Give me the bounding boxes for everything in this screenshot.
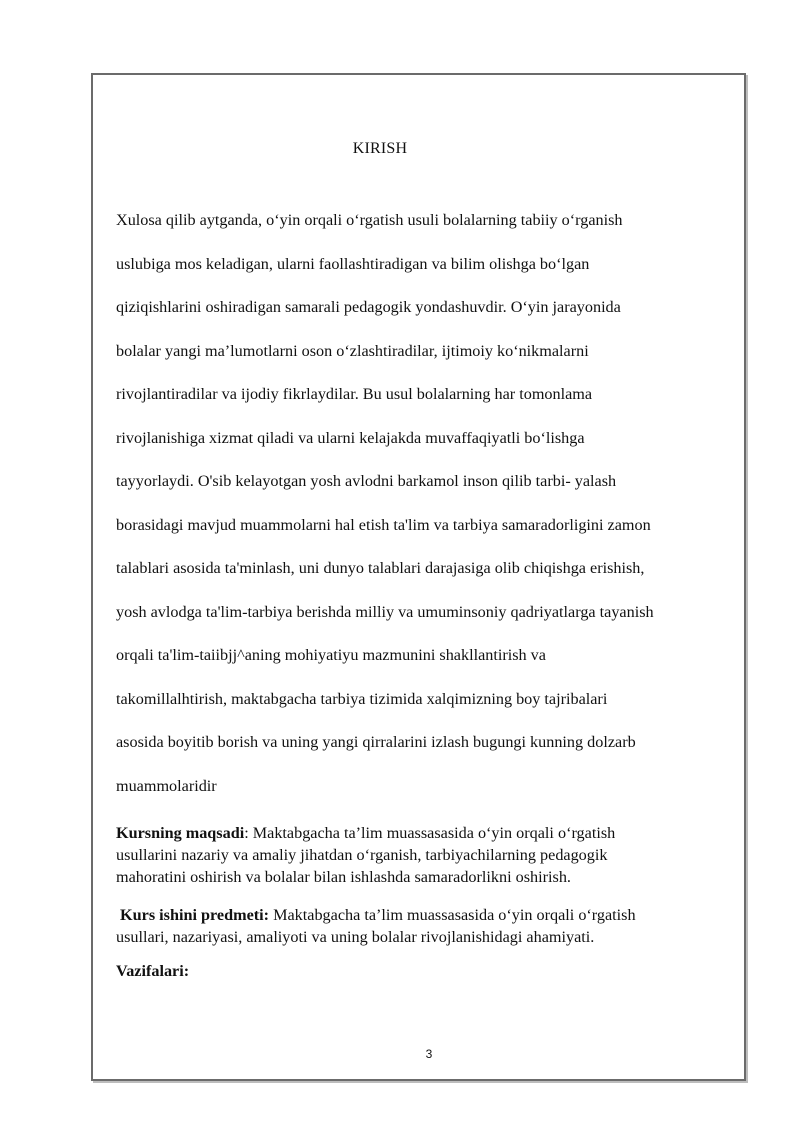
- course-subject-line: usullari, nazariyasi, amaliyoti va uning bolalar rivojlanishidagi ahamiyati.: [116, 928, 595, 946]
- course-subject-paragraph: [116, 904, 746, 948]
- intro-line: takomillalhtirish, maktabgacha tarbiya tizimida xalqimizning boy tajribalari: [116, 689, 608, 708]
- course-goal-line: mahoratini oshirish va bolalar bilan ishlashda samaradorlikni oshirish.: [116, 868, 571, 886]
- course-goal-text: : Maktabgacha ta’lim muassasasida o‘yin orqali o‘rgatish: [244, 824, 616, 842]
- intro-line: borasidagi mavjud muammolarni hal etish ta'lim va tarbiya samaradorligini zamon: [116, 515, 651, 534]
- page-number: 3: [425, 1047, 433, 1061]
- intro-line: rivojlantiradilar va ijodiy fikrlaydilar. Bu usul bolalarning har tomonlama: [116, 385, 593, 403]
- intro-line: asosida boyitib borish va uning yangi qirralarini izlash bugungi kunning dolzarb: [116, 733, 636, 751]
- tasks-heading: [116, 960, 746, 982]
- intro-line: rivojlanishiga xizmat qiladi va ularni kelajakda muvaffaqiyatli bo‘lishga: [116, 428, 585, 447]
- course-subject-line: [116, 904, 746, 926]
- tasks-label: Vazifalari:: [116, 962, 190, 980]
- intro-line: tayyorlaydi. O'sib kelayotgan yosh avlodni barkamol inson qilib tarbi- yalash: [116, 472, 617, 490]
- intro-line: Xulosa qilib aytganda, o‘yin orqali o‘rgatish usuli bolalarning tabiiy o‘rganish: [116, 211, 623, 229]
- course-subject-text: Maktabgacha ta’lim muassasasida o‘yin orqali o‘rgatish: [269, 906, 636, 924]
- intro-line: muammolaridir: [116, 776, 217, 795]
- intro-line: bolalar yangi ma’lumotlarni oson o‘zlashtiradilar, ijtimoiy ko‘nikmalarni: [116, 341, 589, 360]
- course-subject-label: Kurs ishini predmeti:: [120, 906, 270, 924]
- intro-paragraph: [116, 199, 746, 808]
- course-goal-paragraph: [116, 822, 746, 888]
- intro-line: orqali ta'lim-taiibjj^aning mohiyatiyu mazmunini shakllantirish va: [116, 646, 546, 664]
- section-title: KIRISH: [352, 140, 408, 157]
- intro-line: yosh avlodga ta'lim-tarbiya berishda milliy va umuminsoniy qadriyatlarga tayanish: [116, 602, 654, 621]
- course-goal-label: Kursning maqsadi: [116, 824, 245, 842]
- course-goal-line: [116, 822, 746, 844]
- intro-line: uslubiga mos keladigan, ularni faollashtiradigan va bilim olishga bo‘lgan: [116, 254, 590, 273]
- intro-line: qiziqishlarini oshiradigan samarali pedagogik yondashuvdir. O‘yin jarayonida: [116, 298, 621, 316]
- intro-line: talablari asosida ta'minlash, uni dunyo talablari darajasiga olib chiqishga erishish,: [116, 559, 645, 577]
- course-goal-line: usullarini nazariy va amaliy jihatdan o‘rganish, tarbiyachilarning pedagogik: [116, 846, 608, 864]
